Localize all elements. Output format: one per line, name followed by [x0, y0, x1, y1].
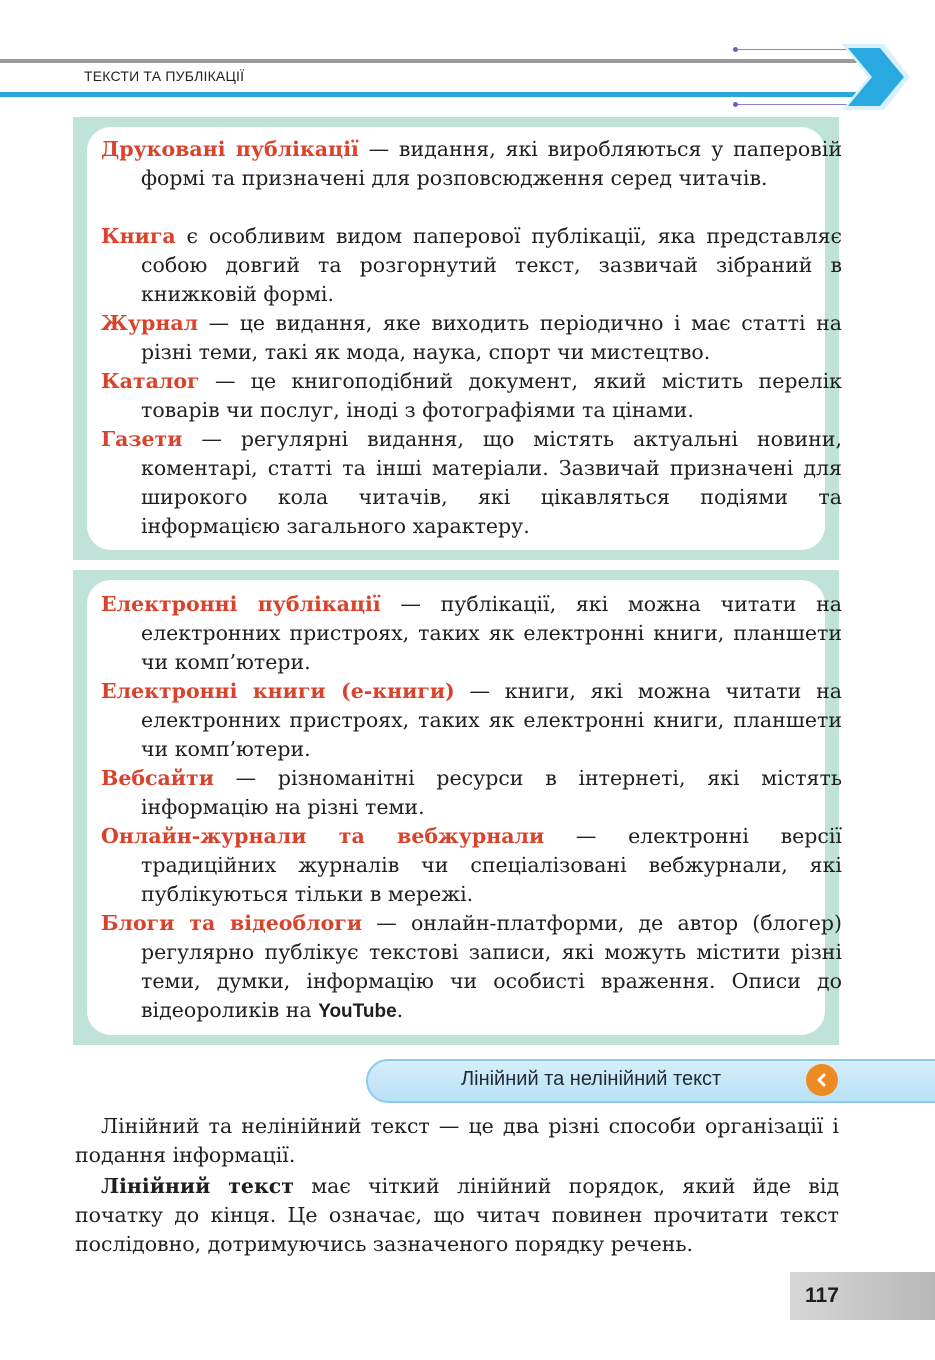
definition-electronic-publications: [101, 590, 842, 677]
header-deco-line-bottom: [737, 104, 847, 105]
header-deco-line-top: [737, 49, 847, 50]
definition-text: — це книгоподібний документ, який містить перелік товарів чи послуг, іноді з фотографіями та цінами.: [141, 369, 842, 422]
term-label: Електронні книги (е-книги): [101, 679, 455, 703]
definition-text-tail: .: [396, 998, 404, 1022]
paragraph-linear-text: [75, 1172, 839, 1259]
section-heading: Лінійний та нелінійний текст: [461, 1068, 722, 1090]
paragraph-text: має чіткий лінійний порядок, який йде від початку до кінця. Це означає, що читач повинен прочитати текст послідовно, дотримуючись зазначеного порядку речень.: [75, 1174, 840, 1256]
paragraph-intro: Лінійний та нелінійний текст — це два різні способи організації і подання інформації.: [75, 1114, 839, 1167]
definition-catalog: [101, 367, 842, 425]
definition-text: — різноманітні ресурси в інтернеті, які містять інформацію на різні теми.: [141, 766, 842, 819]
term-label: Блоги та відеоблоги: [101, 911, 363, 935]
chevron-left-icon: [814, 1072, 830, 1088]
header-deco-dot-top: [733, 47, 738, 52]
term-label: Каталог: [101, 369, 200, 393]
brand-name: YouTube: [318, 1001, 397, 1022]
section-badge: [806, 1064, 838, 1096]
definition-text: — публікації, які можна читати на електронних пристроях, таких як електронні книги, планшети чи комп’ютери.: [141, 592, 843, 674]
definition-online-journals: [101, 822, 842, 909]
definition-text: є особливим видом паперової публікації, яка представляє собою довгий та розгорнутий текст, зазвичай зібраний в книжковій формі.: [141, 224, 842, 306]
definition-magazine: [101, 309, 842, 367]
term-label: Журнал: [101, 311, 199, 335]
bold-term: Лінійний текст: [101, 1174, 294, 1198]
definition-ebooks: [101, 677, 842, 764]
definition-text: — електронні версії традиційних журналів чи спеціалізовані вебжурнали, які публікуються тільки в мережі.: [141, 824, 842, 906]
running-header-title: ТЕКСТИ ТА ПУБЛІКАЦІЇ: [84, 68, 245, 84]
definition-text: — онлайн-платформи, де автор (блогер) регулярно публікує текстові записи, які можуть містити різні теми, думки, інформацію чи особисті враження. Описи до відеороликів на: [141, 911, 842, 1022]
definition-text: — це видання, яке виходить періодично і має статті на різні теми, такі як мода, наука, спорт чи мистецтво.: [141, 311, 842, 364]
chevron-right-icon: [840, 42, 912, 112]
term-label: Книга: [101, 224, 176, 248]
definition-book: [101, 222, 842, 309]
header-top-rule: [0, 59, 862, 63]
term-label: Електронні публікації: [101, 592, 381, 616]
page-number: 117: [805, 1284, 839, 1307]
term-label: Газети: [101, 427, 183, 451]
definition-websites: [101, 764, 842, 822]
term-label: Друковані публікації: [101, 137, 359, 161]
definition-newspapers: [101, 425, 842, 541]
definition-text: — книги, які можна читати на електронних пристроях, таких як електронні книги, планшети чи комп’ютери.: [141, 679, 842, 761]
term-label: Вебсайти: [101, 766, 214, 790]
definition-text: — регулярні видання, що містять актуальні новини, коментарі, статті та інші матеріали. Зазвичай призначені для широкого кола читачів, які цікавляться подіями та інформацією загального характеру.: [141, 427, 842, 538]
header-deco-dot-bottom: [733, 102, 738, 107]
definition-text: — видання, які виробляються у паперовій формі та призначені для розповсюдження серед читачів.: [141, 137, 842, 190]
definition-blogs: [101, 909, 842, 1026]
definition-printed-publications: [101, 135, 842, 193]
term-label: Онлайн-журнали та вебжурнали: [101, 824, 545, 848]
